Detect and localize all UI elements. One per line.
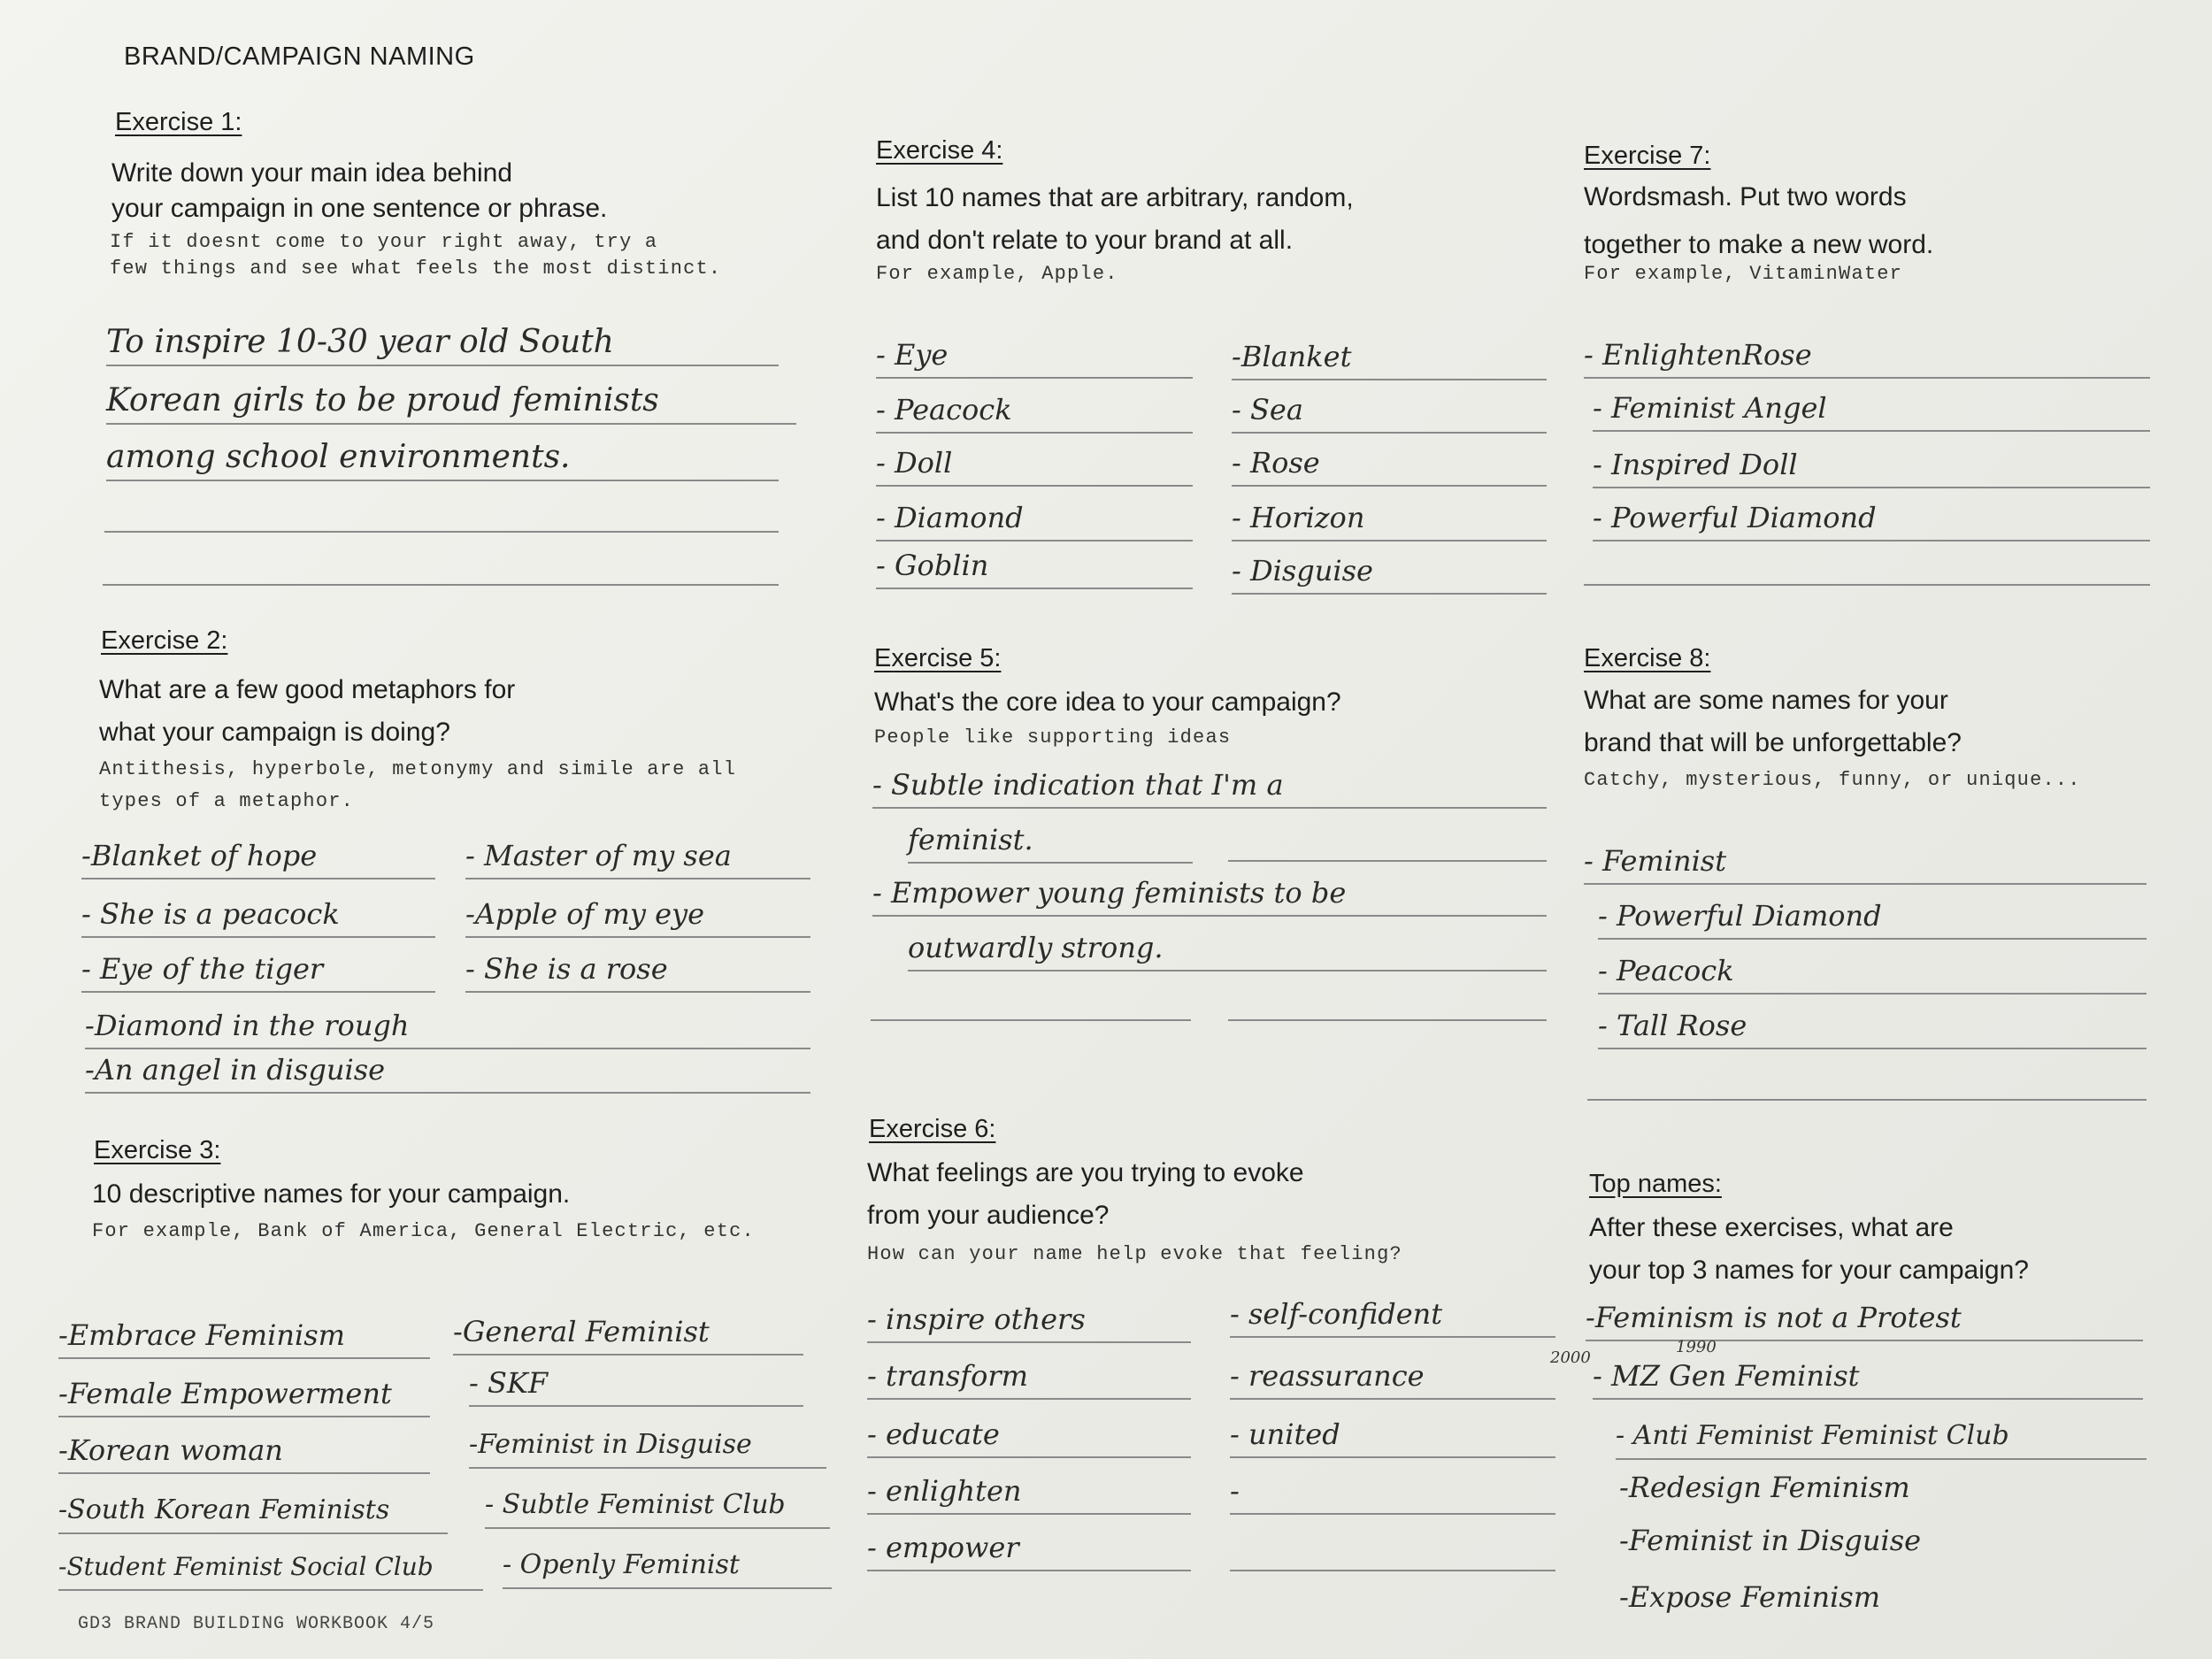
- exercise-8-prompt: [1584, 680, 1962, 764]
- top-names-prompt: [1589, 1207, 2029, 1292]
- exercise-1-blank-line[interactable]: [104, 531, 779, 533]
- exercise-3-answer[interactable]: - Openly Feminist: [503, 1543, 832, 1589]
- exercise-2-answer[interactable]: - She is a rose: [465, 947, 810, 993]
- exercise-6-prompt: [867, 1152, 1304, 1237]
- exercise-5-blank-line[interactable]: [871, 1019, 1191, 1021]
- exercise-4-heading: Exercise 4:: [876, 136, 1003, 165]
- prompt-line: Wordsmash. Put two words: [1584, 182, 1907, 211]
- exercise-6-answer[interactable]: - self-confident: [1230, 1292, 1555, 1338]
- exercise-6-hint: [867, 1239, 1402, 1271]
- exercise-5-prompt: [874, 681, 1341, 724]
- prompt-line: List 10 names that are arbitrary, random,: [876, 183, 1354, 212]
- exercise-4-answer[interactable]: - Horizon: [1232, 495, 1547, 541]
- exercise-6-answer[interactable]: - inspire others: [867, 1297, 1191, 1343]
- exercise-1-prompt: [111, 152, 607, 230]
- exercise-2-answer[interactable]: - She is a peacock: [81, 892, 435, 938]
- exercise-3-answer[interactable]: -Feminist in Disguise: [469, 1423, 826, 1469]
- annotation-note: 2000: [1550, 1348, 1591, 1367]
- exercise-4-answer[interactable]: - Goblin: [876, 543, 1193, 589]
- prompt-line: 10 descriptive names for your campaign.: [92, 1179, 571, 1209]
- exercise-7-answer[interactable]: - Feminist Angel: [1593, 386, 2150, 432]
- exercise-3-answer[interactable]: -Student Feminist Social Club: [58, 1545, 483, 1591]
- prompt-line: your top 3 names for your campaign?: [1589, 1256, 2029, 1285]
- exercise-2-answer[interactable]: - Eye of the tiger: [81, 947, 435, 993]
- exercise-5-answer[interactable]: outwardly strong.: [908, 926, 1547, 972]
- hint-line: For example, Apple.: [876, 263, 1118, 285]
- exercise-5-blank-line[interactable]: [1228, 1019, 1547, 1021]
- prompt-line: What are a few good metaphors for: [99, 675, 516, 704]
- exercise-8-heading: Exercise 8:: [1584, 644, 1711, 672]
- prompt-line: and don't relate to your brand at all.: [876, 226, 1294, 255]
- exercise-5-hint: [874, 722, 1231, 754]
- page-title: BRAND/CAMPAIGN NAMING: [124, 42, 475, 71]
- exercise-2-heading: Exercise 2:: [101, 626, 228, 655]
- top-name-answer[interactable]: - Anti Feminist Feminist Club: [1616, 1414, 2147, 1460]
- hint-line: For example, Bank of America, General Electric, etc.: [92, 1220, 755, 1242]
- exercise-4-answer[interactable]: - Sea: [1232, 388, 1547, 434]
- exercise-7-prompt: [1584, 173, 1933, 269]
- exercise-2-hint: [99, 754, 736, 818]
- exercise-6-answer[interactable]: - empower: [867, 1525, 1191, 1571]
- exercise-3-answer[interactable]: - Subtle Feminist Club: [485, 1483, 830, 1529]
- top-names-heading: Top names:: [1589, 1170, 1722, 1198]
- exercise-4-answer[interactable]: - Doll: [876, 441, 1193, 487]
- prompt-line: What's the core idea to your campaign?: [874, 687, 1341, 717]
- exercise-5-answer[interactable]: - Empower young feminists to be: [872, 871, 1547, 917]
- exercise-1-answer[interactable]: Korean girls to be proud feminists: [106, 379, 796, 425]
- exercise-6-answer[interactable]: - reassurance: [1230, 1354, 1555, 1400]
- exercise-8-blank-line[interactable]: [1587, 1099, 2147, 1101]
- exercise-6-answer[interactable]: - educate: [867, 1412, 1191, 1458]
- prompt-line: your campaign in one sentence or phrase.: [111, 194, 608, 223]
- exercise-1-answer[interactable]: To inspire 10-30 year old South: [106, 320, 779, 366]
- exercise-5-blank-line[interactable]: [1228, 860, 1547, 862]
- exercise-2-answer[interactable]: -Apple of my eye: [465, 892, 810, 938]
- exercise-4-answer[interactable]: - Disguise: [1232, 549, 1547, 595]
- exercise-1-blank-line[interactable]: [103, 584, 779, 586]
- exercise-4-answer[interactable]: - Eye: [876, 333, 1193, 379]
- exercise-7-answer[interactable]: - EnlightenRose: [1584, 333, 2150, 379]
- exercise-5-answer[interactable]: - Subtle indication that I'm a: [872, 763, 1547, 809]
- hint-line: People like supporting ideas: [874, 726, 1232, 749]
- exercise-6-heading: Exercise 6:: [869, 1115, 996, 1143]
- exercise-7-heading: Exercise 7:: [1584, 142, 1711, 170]
- exercise-4-answer[interactable]: - Peacock: [876, 388, 1193, 434]
- prompt-line: What feelings are you trying to evoke: [867, 1158, 1304, 1187]
- exercise-8-hint: [1584, 764, 2081, 796]
- exercise-4-answer[interactable]: -Blanket: [1232, 334, 1547, 380]
- exercise-4-answer[interactable]: - Diamond: [876, 495, 1193, 541]
- exercise-4-hint: [876, 258, 1118, 290]
- exercise-3-hint: [92, 1216, 755, 1248]
- exercise-7-hint: [1584, 258, 1902, 290]
- exercise-3-answer[interactable]: -South Korean Feminists: [58, 1488, 448, 1534]
- hint-line: Catchy, mysterious, funny, or unique...: [1584, 769, 2081, 791]
- exercise-3-prompt: [92, 1173, 570, 1216]
- exercise-4-prompt: [876, 177, 1354, 262]
- exercise-7-blank-line[interactable]: [1584, 584, 2150, 586]
- exercise-8-answer[interactable]: - Peacock: [1598, 949, 2147, 995]
- top-name-answer[interactable]: -Expose Feminism: [1619, 1580, 1881, 1614]
- hint-line: How can your name help evoke that feeling?: [867, 1243, 1402, 1265]
- exercise-3-heading: Exercise 3:: [94, 1136, 221, 1164]
- exercise-2-answer[interactable]: -Blanket of hope: [81, 833, 435, 879]
- page-footer: GD3 BRAND BUILDING WORKBOOK 4/5: [78, 1614, 435, 1634]
- exercise-2-prompt: [99, 669, 515, 754]
- hint-line: Antithesis, hyperbole, metonymy and simile are all: [99, 758, 737, 780]
- exercise-8-answer[interactable]: - Feminist: [1584, 839, 2147, 885]
- hint-line: For example, VitaminWater: [1584, 263, 1903, 285]
- hint-line: few things and see what feels the most distinct.: [110, 257, 722, 280]
- exercise-3-answer[interactable]: -Female Empowerment: [58, 1371, 430, 1417]
- top-name-answer[interactable]: - MZ Gen Feminist: [1593, 1354, 2143, 1400]
- exercise-1-answer[interactable]: among school environments.: [106, 435, 779, 481]
- exercise-3-answer[interactable]: -Korean woman: [58, 1428, 430, 1474]
- exercise-1-heading: Exercise 1:: [115, 108, 242, 136]
- prompt-line: what your campaign is doing?: [99, 718, 450, 747]
- hint-line: types of a metaphor.: [99, 790, 355, 812]
- exercise-2-answer[interactable]: -An angel in disguise: [85, 1048, 810, 1094]
- exercise-7-answer[interactable]: - Powerful Diamond: [1593, 495, 2150, 541]
- exercise-1-hint: [110, 227, 721, 285]
- prompt-line: together to make a new word.: [1584, 230, 1934, 259]
- prompt-line: What are some names for your: [1584, 686, 1948, 715]
- annotation-note: 1990: [1676, 1338, 1717, 1356]
- exercise-3-answer[interactable]: -Embrace Feminism: [58, 1313, 430, 1359]
- prompt-line: from your audience?: [867, 1201, 1110, 1230]
- exercise-6-answer[interactable]: - transform: [867, 1354, 1191, 1400]
- hint-line: If it doesnt come to your right away, try a: [110, 231, 658, 253]
- exercise-6-answer[interactable]: -: [1230, 1469, 1555, 1515]
- exercise-5-answer[interactable]: feminist.: [908, 818, 1193, 864]
- exercise-5-heading: Exercise 5:: [874, 644, 1002, 672]
- prompt-line: Write down your main idea behind: [111, 158, 513, 188]
- exercise-2-answer[interactable]: -Diamond in the rough: [85, 1003, 810, 1049]
- prompt-line: brand that will be unforgettable?: [1584, 728, 1962, 757]
- top-name-answer[interactable]: -Redesign Feminism: [1619, 1471, 1910, 1504]
- exercise-2-answer[interactable]: - Master of my sea: [465, 833, 810, 879]
- exercise-6-answer[interactable]: - enlighten: [867, 1469, 1191, 1515]
- exercise-8-answer[interactable]: - Powerful Diamond: [1598, 894, 2147, 940]
- top-name-answer[interactable]: -Feminism is not a Protest: [1586, 1295, 2143, 1341]
- exercise-6-answer[interactable]: - united: [1230, 1412, 1555, 1458]
- top-name-answer[interactable]: -Feminist in Disguise: [1619, 1524, 1922, 1557]
- exercise-3-answer[interactable]: - SKF: [469, 1361, 803, 1407]
- exercise-7-answer[interactable]: - Inspired Doll: [1593, 442, 2150, 488]
- exercise-6-blank-line[interactable]: [1230, 1570, 1555, 1571]
- prompt-line: After these exercises, what are: [1589, 1213, 1954, 1242]
- exercise-8-answer[interactable]: - Tall Rose: [1598, 1003, 2147, 1049]
- exercise-4-answer[interactable]: - Rose: [1232, 441, 1547, 487]
- exercise-3-answer[interactable]: -General Feminist: [453, 1310, 803, 1356]
